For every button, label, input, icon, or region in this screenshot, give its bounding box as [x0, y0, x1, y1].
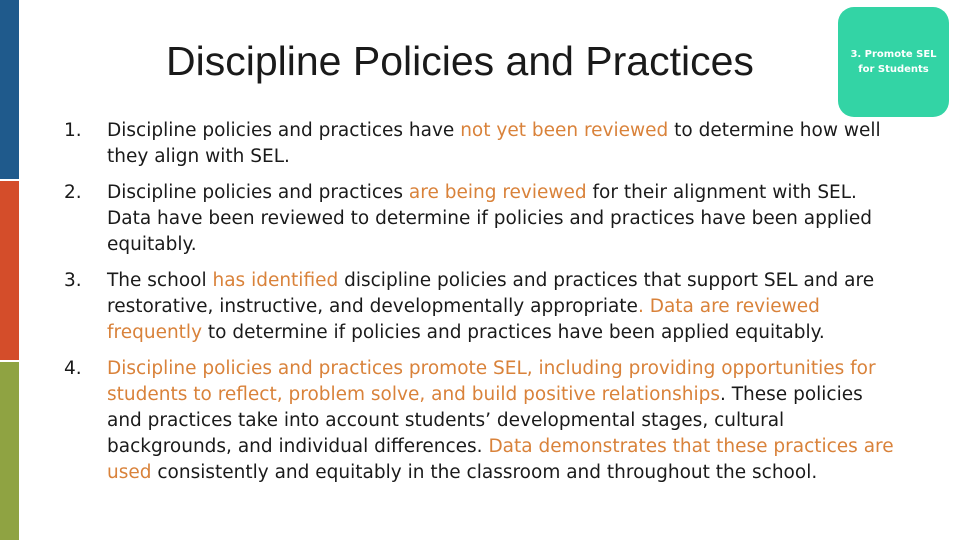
slide-title: Discipline Policies and Practices: [166, 38, 754, 84]
highlighted-text: not yet been reviewed: [460, 120, 669, 141]
list-item: [64, 356, 894, 486]
highlighted-text: Data demonstrates that these practices are used: [107, 436, 894, 483]
section-badge-label: 3. Promote SEL for Students: [850, 49, 937, 75]
list-item: [64, 268, 894, 346]
body-text: consistently and equitably in the classroom and throughout the school.: [151, 462, 818, 483]
highlighted-text: . Data are reviewed frequently: [107, 296, 820, 343]
highlighted-text: has identified: [212, 270, 339, 291]
body-text: The school: [107, 270, 213, 291]
highlighted-text: Discipline policies and practices promote SEL, including providing opportunities for students to reflect, problem solve, and build positive relationships: [107, 358, 876, 405]
list-item: [64, 180, 894, 258]
body-text: for their alignment with SEL. Data have been reviewed to determine if policies and practices have been applied equitably.: [107, 182, 872, 255]
accent-bar-olive: [0, 362, 19, 540]
list-item: [64, 118, 894, 170]
criteria-list: [64, 118, 894, 496]
body-text: . These policies and practices take into account students’ developmental stages, cultural backgrounds, and individual differences.: [107, 384, 863, 457]
body-text: Discipline policies and practices have: [107, 120, 461, 141]
section-badge: [838, 7, 949, 117]
list-item-number: 3.: [64, 270, 82, 291]
body-text: to determine how well they align with SEL.: [107, 120, 881, 167]
highlighted-text: are being reviewed: [408, 182, 587, 203]
list-item-number: 2.: [64, 182, 82, 203]
list-item-number: 4.: [64, 358, 82, 379]
body-text: to determine if policies and practices have been applied equitably.: [202, 322, 825, 343]
accent-bar-blue: [0, 0, 19, 179]
body-text: Discipline policies and practices: [107, 182, 409, 203]
body-text: discipline policies and practices that support SEL and are restorative, instructive, and developmentally appropriate: [107, 270, 875, 317]
accent-bar-orange: [0, 181, 19, 360]
list-item-number: 1.: [64, 120, 82, 141]
